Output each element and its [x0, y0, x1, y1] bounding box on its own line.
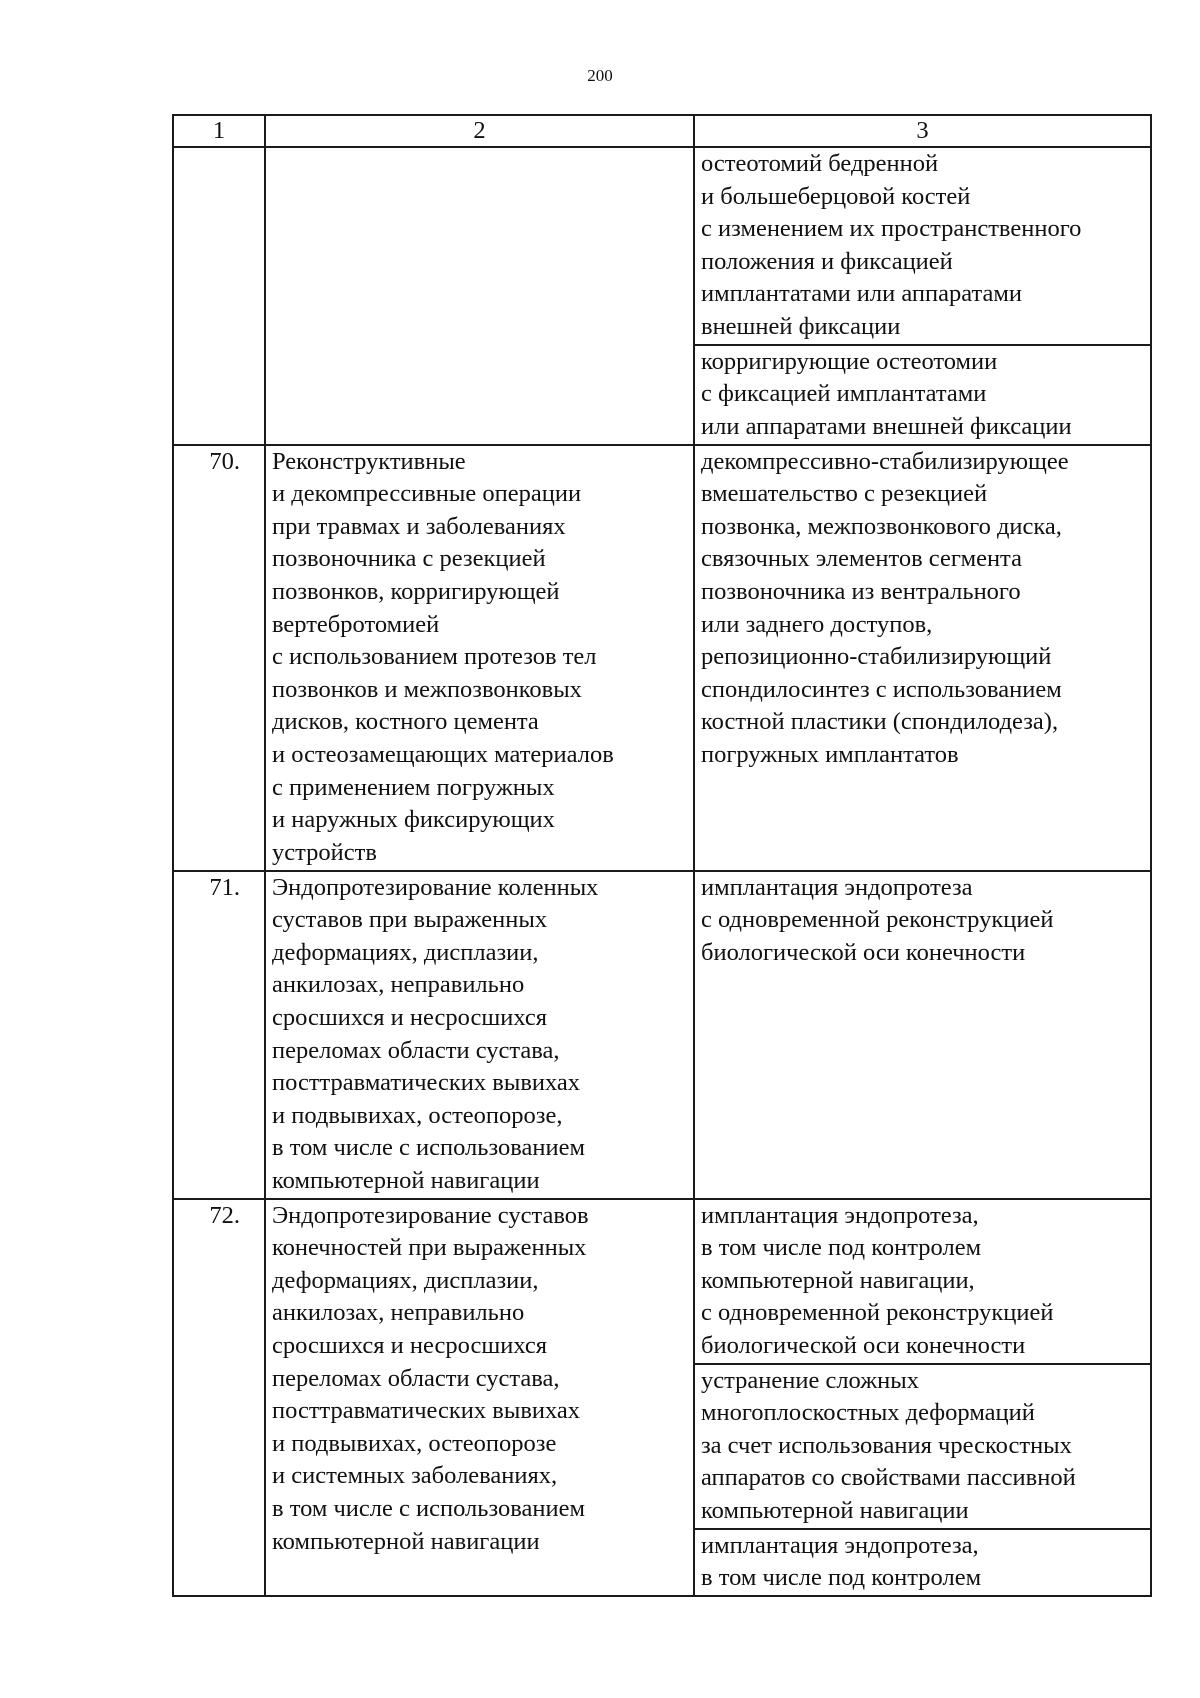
method-cell	[694, 345, 1151, 445]
method-line: компьютерной навигации	[701, 1496, 969, 1524]
description-line: с применением погружных	[272, 773, 555, 801]
description-line: при травмах и заболеваниях	[272, 512, 566, 540]
method-line: и большеберцовой костей	[701, 182, 971, 210]
row-number-cell: 72.	[173, 1199, 265, 1596]
description-line: Реконструктивные	[272, 447, 466, 475]
description-line: деформациях, дисплазии,	[272, 1266, 539, 1294]
row-description-cell	[265, 871, 694, 1199]
row-description-cell	[265, 445, 694, 871]
description-line: Эндопротезирование суставов	[272, 1201, 589, 1229]
description-line: компьютерной навигации	[272, 1166, 540, 1194]
description-line: с использованием протезов тел	[272, 643, 597, 671]
method-line: или заднего доступов,	[701, 610, 933, 638]
description-line: сросшихся и несросшихся	[272, 1003, 548, 1031]
method-line: позвоночника из вентрального	[701, 577, 1021, 605]
page-number: 200	[587, 66, 613, 85]
description-line: дисков, костного цемента	[272, 708, 539, 736]
method-line: имплантация эндопротеза	[701, 873, 973, 901]
description-line: и подвывихах, остеопорозе,	[272, 1101, 563, 1129]
method-line: с одновременной реконструкцией	[701, 906, 1054, 934]
table-row	[173, 445, 1151, 871]
method-line: в том числе под контролем	[701, 1234, 982, 1262]
description-line: Эндопротезирование коленных	[272, 873, 599, 901]
method-cell	[694, 147, 1151, 345]
procedures-table	[172, 114, 1152, 1597]
description-line: и системных заболеваниях,	[272, 1462, 558, 1490]
method-line: имплантатами или аппаратами	[701, 280, 1023, 308]
description-line: позвоночника с резекцией	[272, 545, 546, 573]
method-line: погружных имплантатов	[701, 740, 959, 768]
description-line: в том числе с использованием	[272, 1134, 585, 1162]
description-line: анкилозах, неправильно	[272, 1299, 525, 1327]
method-line: с изменением их пространственного	[701, 215, 1082, 243]
description-line: и декомпрессивные операции	[272, 480, 582, 508]
method-line: с фиксацией имплантатами	[701, 380, 987, 408]
method-line: остеотомий бедренной	[701, 150, 939, 177]
table-row	[173, 1199, 1151, 1364]
method-line: устранение сложных	[701, 1366, 919, 1394]
description-line: посттравматических вывихах	[272, 1069, 581, 1097]
method-line: спондилосинтез с использованием	[701, 675, 1062, 703]
method-line: или аппаратами внешней фиксации	[701, 412, 1072, 440]
column-header-1: 1	[173, 115, 265, 147]
method-line: за счет использования чрескостных	[701, 1431, 1072, 1459]
method-line: компьютерной навигации,	[701, 1266, 975, 1294]
method-line: связочных элементов сегмента	[701, 545, 1022, 573]
row-number-cell: 70.	[173, 445, 265, 871]
method-line: в том числе под контролем	[701, 1564, 982, 1592]
description-line: сросшихся и несросшихся	[272, 1331, 548, 1359]
description-line: деформациях, дисплазии,	[272, 938, 539, 966]
description-line: и наружных фиксирующих	[272, 806, 555, 834]
description-line: анкилозах, неправильно	[272, 971, 525, 999]
row-number-cell	[173, 147, 265, 445]
description-line: и подвывихах, остеопорозе	[272, 1429, 557, 1457]
method-line: имплантация эндопротеза,	[701, 1531, 979, 1559]
method-line: имплантация эндопротеза,	[701, 1201, 979, 1229]
description-line: и остеозамещающих материалов	[272, 740, 614, 768]
method-line: многоплоскостных деформаций	[701, 1399, 1035, 1427]
description-line: вертебротомией	[272, 610, 440, 638]
method-line: биологической оси конечности	[701, 1331, 1026, 1359]
method-line: вмешательство с резекцией	[701, 480, 988, 508]
description-line: в том числе с использованием	[272, 1494, 585, 1522]
method-line: внешней фиксации	[701, 312, 901, 340]
method-line: позвонка, межпозвонкового диска,	[701, 512, 1062, 540]
row-description-cell	[265, 147, 694, 445]
method-line: корригирующие остеотомии	[701, 347, 998, 375]
description-line: позвонков, корригирующей	[272, 577, 560, 605]
description-line: переломах области сустава,	[272, 1364, 560, 1392]
method-line: положения и фиксацией	[701, 247, 953, 275]
description-line: позвонков и межпозвонковых	[272, 675, 582, 703]
row-description-cell	[265, 1199, 694, 1596]
method-line: биологической оси конечности	[701, 938, 1026, 966]
method-cell	[694, 1199, 1151, 1364]
method-cell	[694, 1364, 1151, 1529]
table-header-row	[173, 115, 1151, 147]
description-line: компьютерной навигации	[272, 1527, 540, 1555]
table-row	[173, 871, 1151, 1199]
table-row	[173, 147, 1151, 345]
method-line: репозиционно-стабилизирующий	[701, 643, 1052, 671]
method-cell	[694, 1529, 1151, 1596]
method-line: декомпрессивно-стабилизирующее	[701, 447, 1069, 475]
description-line: переломах области сустава,	[272, 1036, 560, 1064]
description-line: суставов при выраженных	[272, 906, 548, 934]
description-line: устройств	[272, 838, 377, 866]
description-line: посттравматических вывихах	[272, 1397, 581, 1425]
method-line: аппаратов со свойствами пассивной	[701, 1464, 1076, 1492]
method-line: с одновременной реконструкцией	[701, 1299, 1054, 1327]
method-line: костной пластики (спондилодеза),	[701, 708, 1059, 736]
description-line: конечностей при выраженных	[272, 1234, 587, 1262]
row-number-cell: 71.	[173, 871, 265, 1199]
column-header-2: 2	[265, 115, 694, 147]
method-cell	[694, 871, 1151, 1199]
method-cell	[694, 445, 1151, 871]
column-header-3: 3	[694, 115, 1151, 147]
